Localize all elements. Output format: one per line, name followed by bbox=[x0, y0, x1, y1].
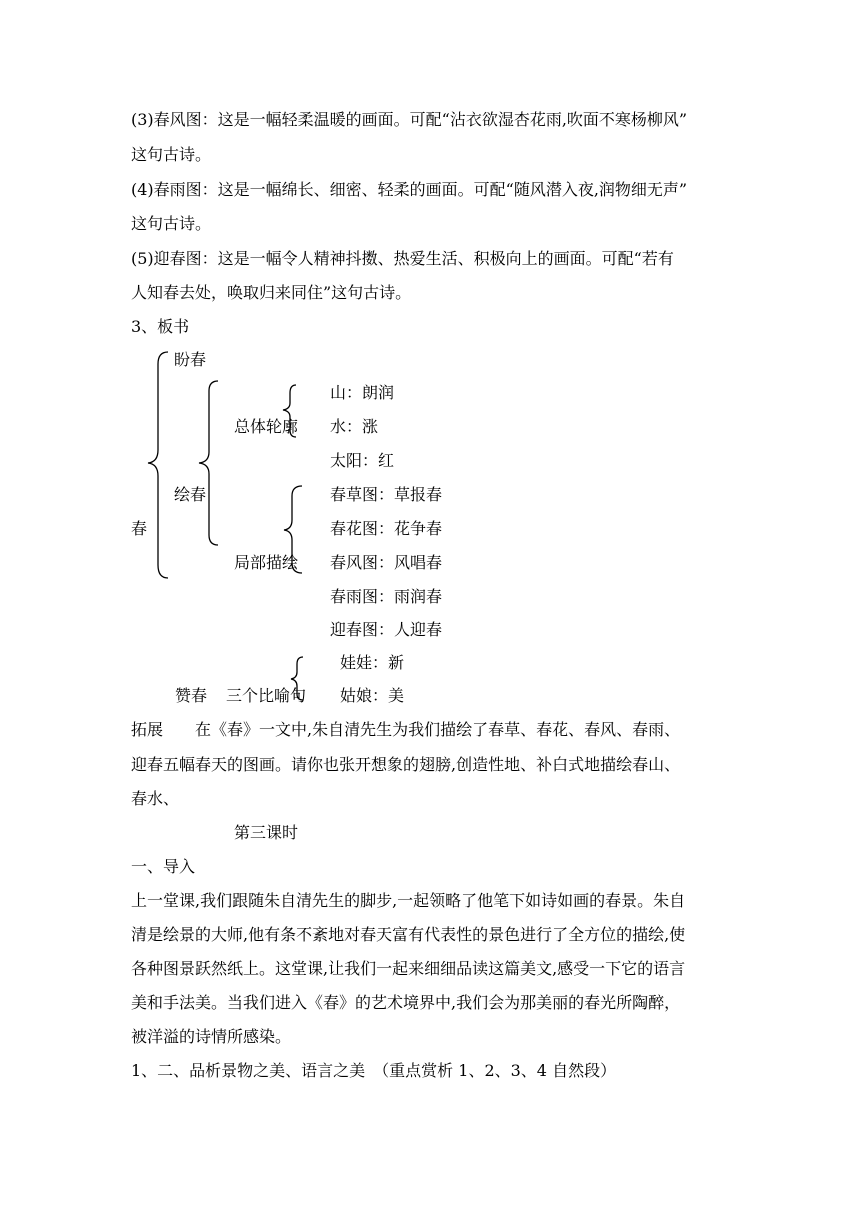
section-heading: 1、二、品析景物之美、语言之美 （重点赏析 1、2、3、4 自然段） bbox=[131, 1061, 617, 1080]
board-hui: 绘春 bbox=[174, 485, 207, 504]
partial-item: 春草图：草报春 bbox=[330, 485, 443, 504]
partial-item: 春花图：花争春 bbox=[330, 519, 443, 538]
paragraph-line: 迎春五幅春天的图画。请你也张开想象的翅膀,创造性地、补白式地描绘春山、 bbox=[131, 755, 681, 774]
board-root: 春 bbox=[131, 519, 148, 538]
paragraph-line: (4)春雨图：这是一幅绵长、细密、轻柔的画面。可配“随风潜入夜,润物细无声” bbox=[131, 180, 688, 199]
paragraph-line: 被洋溢的诗情所感染。 bbox=[131, 1027, 292, 1046]
brace-root bbox=[148, 352, 168, 578]
partial-item: 春雨图：雨润春 bbox=[330, 587, 443, 606]
paragraph-line: 这句古诗。 bbox=[131, 145, 212, 164]
simile-item: 姑娘：美 bbox=[340, 686, 405, 705]
paragraph-line: 这句古诗。 bbox=[131, 214, 212, 233]
partial-item: 迎春图：人迎春 bbox=[330, 620, 443, 639]
paragraph-line: 各种图景跃然纸上。这堂课,让我们一起来细细品读这篇美文,感受一下它的语言 bbox=[131, 959, 686, 978]
simile-item: 娃娃：新 bbox=[340, 653, 405, 672]
board-simile: 三个比喻句 bbox=[226, 686, 307, 705]
paragraph-line: 清是绘景的大师,他有条不紊地对春天富有代表性的景色进行了全方位的描绘,使 bbox=[131, 925, 686, 944]
paragraph-line: 上一堂课,我们跟随朱自清先生的脚步,一起领略了他笔下如诗如画的春景。朱自 bbox=[131, 891, 686, 910]
board-pan: 盼春 bbox=[174, 350, 207, 369]
paragraph-line: 春水、 bbox=[131, 789, 180, 808]
outline-item: 太阳：红 bbox=[330, 451, 395, 470]
outline-item: 水：涨 bbox=[330, 417, 379, 436]
paragraph-line: (3)春风图：这是一幅轻柔温暖的画面。可配“沾衣欲湿杏花雨,吹面不寒杨柳风” bbox=[131, 110, 688, 129]
intro-heading: 一、导入 bbox=[131, 857, 196, 876]
board-partial: 局部描绘 bbox=[234, 553, 299, 572]
brace-hui bbox=[199, 381, 218, 545]
paragraph-line: 拓展 在《春》一文中,朱自清先生为我们描绘了春草、春花、春风、春雨、 bbox=[131, 720, 681, 739]
lesson-title: 第三课时 bbox=[234, 823, 299, 842]
paragraph-line: 人知春去处，唤取归来同住”这句古诗。 bbox=[131, 283, 412, 302]
paragraph-line: 美和手法美。当我们进入《春》的艺术境界中,我们会为那美丽的春光所陶醉， bbox=[131, 993, 681, 1012]
partial-item: 春风图：风唱春 bbox=[330, 553, 443, 572]
section-heading: 3、板书 bbox=[131, 317, 190, 336]
board-zan: 赞春 bbox=[175, 686, 208, 705]
paragraph-line: (5)迎春图：这是一幅令人精神抖擞、热爱生活、积极向上的画面。可配“若有 bbox=[131, 249, 674, 268]
board-outline: 总体轮廓 bbox=[234, 417, 299, 436]
outline-item: 山：朗润 bbox=[330, 383, 395, 402]
